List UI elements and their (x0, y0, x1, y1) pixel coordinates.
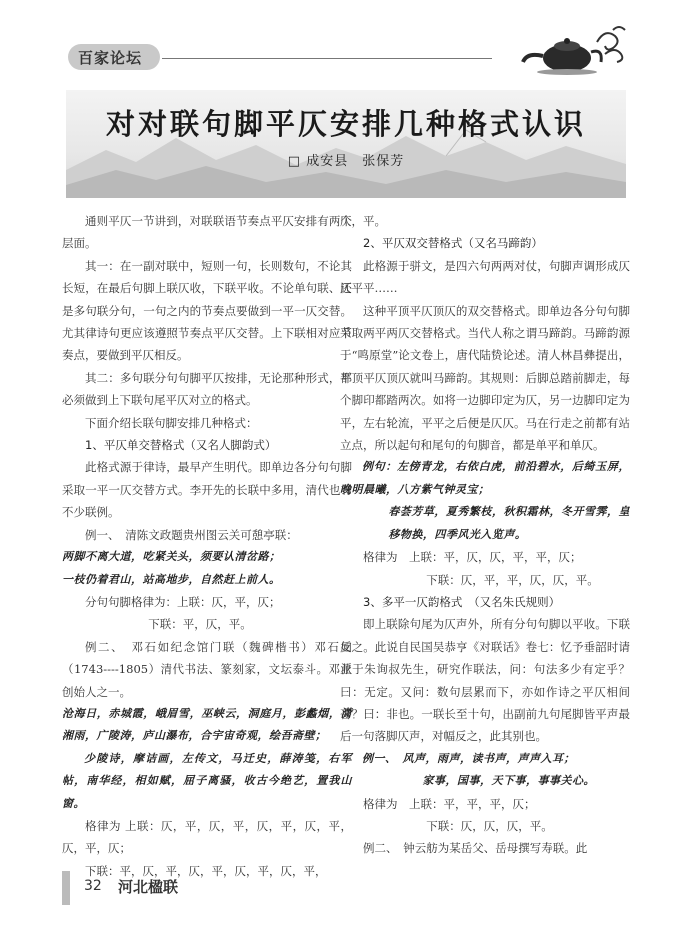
section-label: 百家论坛 (78, 49, 143, 67)
paragraph: 格律为 上联：平，仄，仄，平，平，仄； (363, 550, 582, 565)
section-heading: 1、平仄单交替格式（又名人脚韵式） (85, 438, 277, 453)
paragraph: 下联：平，仄，平，仄，平，仄，平，仄，平， (85, 863, 327, 878)
paragraph: 下联：平，仄，平。 (148, 617, 252, 632)
right-column (340, 210, 630, 860)
couplet-line: 沧海日，赤城霞，峨眉雪，巫峡云，洞庭月，彭蠡烟，潇湘雨，广陵涛，庐山瀑布，合宇宙奇观，绘吾斋壁； (62, 706, 352, 743)
paragraph: 例一、 清陈文政题贵州图云关可憩亭联： (85, 527, 298, 542)
paragraph: 此格式源于律诗，最早产生明代。即单边各分句句脚采取一平一仄交替方式。李开先的长联中多用，清代也有不少联例。 (62, 460, 352, 520)
couplet-line: 两脚不离大道，吃紧关头，须要认清岔路； (62, 550, 281, 564)
couplet-line: 例句：左傍青龙，右依白虎，前沿碧水，后绮玉屏，晚明晨曦，八方紫气钟灵宝； (340, 460, 630, 496)
journal-name: 河北楹联 (118, 878, 179, 896)
section-tab (68, 44, 160, 70)
paragraph: 例二、 邓石如纪念馆门联（魏碑楷书）邓石如（1743----1805）清代书法、篆刻家，文坛泰斗。邓派创始人之一。 (62, 639, 352, 699)
couplet-line: 家事，国事，天下事，事事关心。 (422, 774, 595, 788)
paragraph: 格律为 上联：平，平，平，仄； (363, 796, 536, 811)
paragraph: 通则平仄一节讲到，对联联语节奏点平仄安排有两个层面。 (62, 214, 352, 251)
paragraph: 下联：仄，仄，仄，平。 (426, 818, 553, 833)
footer-bar (62, 871, 70, 905)
article-title: 对对联句脚平仄安排几种格式认识 (105, 107, 586, 141)
paragraph: 其二：多句联分句句脚平仄按排，无论那种形式，都必须做到上下联句尾平仄对立的格式。 (62, 370, 352, 408)
couplet-line: 例一、 风声，雨声，读书声，声声入耳； (362, 751, 575, 765)
section-heading: 3、多平一仄韵格式 （又名朱氏规则） (363, 594, 561, 609)
couplet-line: 少陵诗，摩诘画，左传文，马迁史，薛涛笺，右军帖，南华经，相如赋，屈子离骚，收古今绝艺，置我山窗。 (62, 751, 352, 810)
teapot-ornament-icon (505, 22, 630, 77)
page-number: 32 (84, 878, 102, 894)
left-column (62, 210, 352, 882)
couplet-line: 春荟芳草，夏秀繁枝，秋积霜林，冬开雪霁，皇移物换，四季风光入览声。 (388, 505, 630, 541)
paragraph: 这种平顶平仄顶仄的双交替格式。即单边各分句句脚采取两平两仄交替格式。当代人称之谓马蹄韵。马蹄韵源于“鸣原堂”论文卷上，唐代陆贽论述。清人林昌彝提出，平顶平仄顶仄就叫马蹄韵。其规则：后脚总踏前脚走，每个脚印都踏两次。如将一边脚印定为仄，另一边脚印定为平，左右轮流，平平之后便是仄仄。马在行走之前都有站立点，所以起句和尾句的句脚音，都是单平和单仄。 (340, 303, 630, 453)
paragraph: 其一：在一副对联中，短则一句，长则数句，不论其长短，在最后句脚上联仄收，下联平收。不论单句联、还是多句联分句，一句之内的节奏点要做到一平一仄交替。尤其律诗句更应该遵照节奏点平仄交替。上下联相对应节奏点，要做到平仄相反。 (62, 258, 352, 363)
section-heading: 2、平仄双交替格式（又名马蹄韵） (363, 236, 543, 251)
paragraph: 例二、 钟云舫为某岳父、岳母撰写寿联。此 (363, 841, 588, 856)
couplet-line: 一枝仍着君山，站高地步，自然赶上前人。 (62, 572, 281, 586)
paragraph: 格律为 上联：仄，平，仄，平，仄，平，仄，平，仄，平，仄； (62, 818, 352, 856)
paragraph: 下联：仄，平，平，仄，仄，平。 (426, 572, 599, 587)
paragraph: 分句句脚格律为：上联：仄，平，仄； (85, 594, 281, 609)
header-rule (162, 58, 492, 59)
paragraph: 此格源于骈文，是四六句两两对仗，句脚声调形成仄仄平平…… (340, 258, 630, 296)
paragraph: 下面介绍长联句脚安排几种格式： (85, 415, 258, 430)
paragraph: 仄，平。 (340, 214, 386, 228)
article-author: □ 成安县 张保芳 (287, 154, 405, 169)
paragraph: 即上联除句尾为仄声外，所有分句句脚以平收。下联反之。此说自民国吴恭亨《对联话》卷七：忆予垂韶时请业于朱询叔先生，研究作联法，问：句法多少有定乎？曰：无定。又问：数句层累而下，亦如作诗之平仄相间否？曰：非也。一联长至十句，出副前九句尾脚皆平声最后一句落脚仄声，对幅反之，此其别也。 (340, 617, 630, 744)
title-banner (66, 90, 626, 198)
